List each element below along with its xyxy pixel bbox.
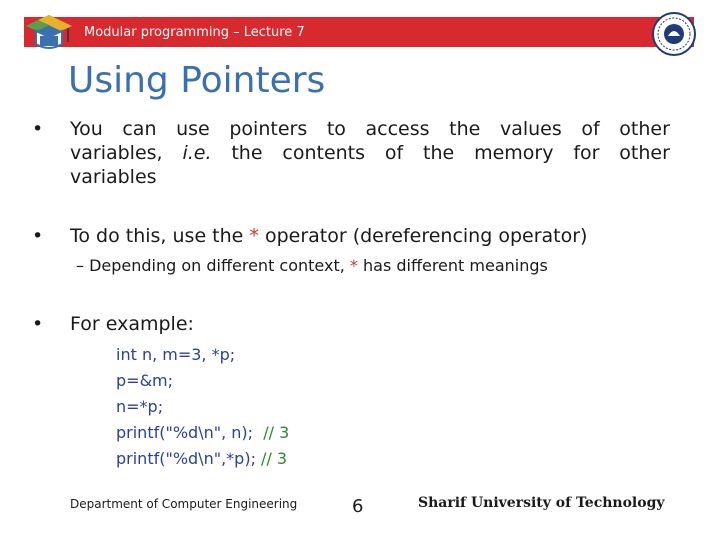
word: other bbox=[619, 118, 670, 140]
footer-department: Department of Computer Engineering bbox=[70, 497, 298, 511]
bullet2-post: operator (dereferencing operator) bbox=[258, 225, 588, 247]
footer-university: Sharif University of Technology bbox=[418, 495, 665, 511]
word: the bbox=[423, 142, 455, 164]
word: You bbox=[70, 118, 103, 140]
bullet-dot: • bbox=[32, 225, 44, 247]
word: to bbox=[326, 118, 346, 140]
word-italic: i.e. bbox=[182, 142, 212, 164]
code-text: printf("%d\n",*p); bbox=[116, 449, 262, 468]
word: the bbox=[231, 142, 263, 164]
star-operator: * bbox=[249, 225, 259, 247]
word: pointers bbox=[229, 118, 308, 140]
graduation-cap-logo-icon bbox=[24, 12, 74, 54]
code-line: p=&m; bbox=[116, 371, 174, 390]
bullet3-text: For example: bbox=[70, 313, 194, 335]
bullet1-line1 bbox=[70, 118, 670, 140]
sub-bullet-pre: – Depending on different context, bbox=[76, 256, 350, 275]
word: variables, bbox=[70, 142, 163, 164]
word: for bbox=[573, 142, 600, 164]
code-line: int n, m=3, *p; bbox=[116, 345, 236, 364]
word: memory bbox=[474, 142, 554, 164]
word: the bbox=[449, 118, 481, 140]
bullet-dot: • bbox=[32, 118, 44, 140]
code-line bbox=[116, 420, 289, 446]
word: contents bbox=[282, 142, 366, 164]
word: of bbox=[384, 142, 404, 164]
code-comment: // 3 bbox=[261, 449, 288, 468]
code-line bbox=[116, 446, 289, 472]
university-seal-icon bbox=[652, 12, 696, 56]
word: values bbox=[499, 118, 562, 140]
code-example bbox=[116, 342, 289, 472]
code-comment: // 3 bbox=[263, 423, 290, 442]
header-title: Modular programming – Lecture 7 bbox=[84, 25, 305, 40]
word: use bbox=[176, 118, 210, 140]
word: access bbox=[365, 118, 430, 140]
bullet2-pre: To do this, use the bbox=[70, 225, 250, 247]
word: can bbox=[122, 118, 157, 140]
word: other bbox=[619, 142, 670, 164]
code-line: n=*p; bbox=[116, 397, 164, 416]
sub-bullet-context bbox=[76, 256, 548, 275]
code-text: printf("%d\n", n); bbox=[116, 423, 264, 442]
bullet-dot: • bbox=[32, 313, 44, 335]
slide-title: Using Pointers bbox=[68, 60, 326, 101]
bullet1-line2 bbox=[70, 142, 670, 164]
bullet2-text bbox=[70, 225, 587, 247]
bullet1-line3: variables bbox=[70, 166, 157, 188]
sub-bullet-post: has different meanings bbox=[357, 256, 548, 275]
word: of bbox=[581, 118, 600, 140]
star-operator: * bbox=[349, 256, 358, 275]
page-number: 6 bbox=[352, 496, 364, 517]
